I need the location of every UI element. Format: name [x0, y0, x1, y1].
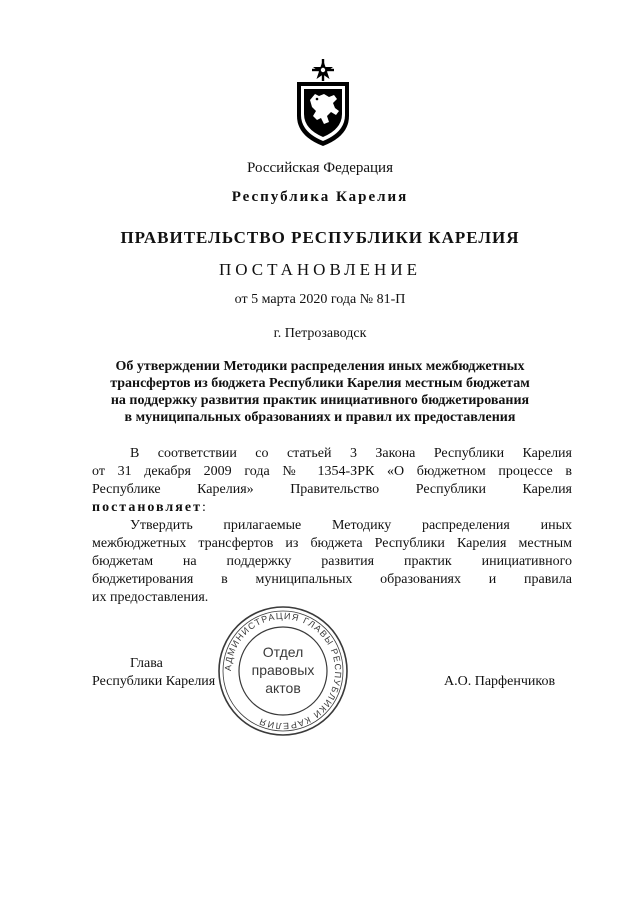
- position-line: Глава: [130, 656, 163, 671]
- body-line: от 31 декабря 2009 года № 1354-ЗРК «О бюджетном процессе в: [92, 464, 572, 479]
- document-city: г. Петрозаводск: [273, 326, 367, 341]
- title-line: на поддержку развития практик инициативного бюджетирования: [110, 393, 530, 408]
- body-line: бюджетам на поддержку развития практик инициативного: [92, 554, 572, 569]
- signatory-name: А.О. Парфенчиков: [444, 674, 556, 689]
- government-heading: ПРАВИТЕЛЬСТВО РЕСПУБЛИКИ КАРЕЛИЯ: [120, 228, 520, 247]
- decree-colon: :: [201, 500, 206, 515]
- body-line: Утвердить прилагаемые Методику распределения иных: [130, 518, 572, 533]
- decree-line: [92, 499, 572, 517]
- official-stamp: [216, 604, 350, 738]
- body-line: В соответствии со статьей 3 Закона Республики Карелия: [130, 446, 572, 461]
- title-line: трансфертов из бюджета Республики Карелия местным бюджетам: [110, 376, 530, 391]
- document-title: [95, 358, 545, 426]
- title-line: Об утверждении Методики распределения иных межбюджетных: [115, 359, 525, 374]
- document-type: ПОСТАНОВЛЕНИЕ: [218, 260, 421, 279]
- document-body: [92, 445, 572, 607]
- stamp-ring-text: АДМИНИСТРАЦИЯ ГЛАВЫ РЕСПУБЛИКИ КАРЕЛИЯ: [222, 610, 344, 732]
- country-name: Российская Федерация: [247, 160, 393, 176]
- body-line: Республике Карелия» Правительство Республики Карелия: [92, 482, 572, 497]
- stamp-line: правовых: [251, 662, 315, 678]
- stamp-line: актов: [265, 680, 301, 696]
- republic-name: Республика Карелия: [231, 189, 409, 205]
- coat-of-arms-icon: [293, 58, 353, 148]
- body-line: их предоставления.: [92, 590, 209, 605]
- body-line: бюджетирования в муниципальных образованиях и правила: [92, 572, 572, 587]
- decree-word: постановляет: [92, 500, 202, 515]
- body-line: межбюджетных трансфертов из бюджета Республики Карелия местным: [92, 536, 572, 551]
- stamp-line: Отдел: [262, 644, 304, 660]
- title-line: в муниципальных образованиях и правил их предоставления: [124, 410, 516, 425]
- position-line: Республики Карелия: [92, 674, 216, 689]
- document-date-number: от 5 марта 2020 года № 81-П: [234, 292, 406, 307]
- signatory-position: [92, 655, 215, 691]
